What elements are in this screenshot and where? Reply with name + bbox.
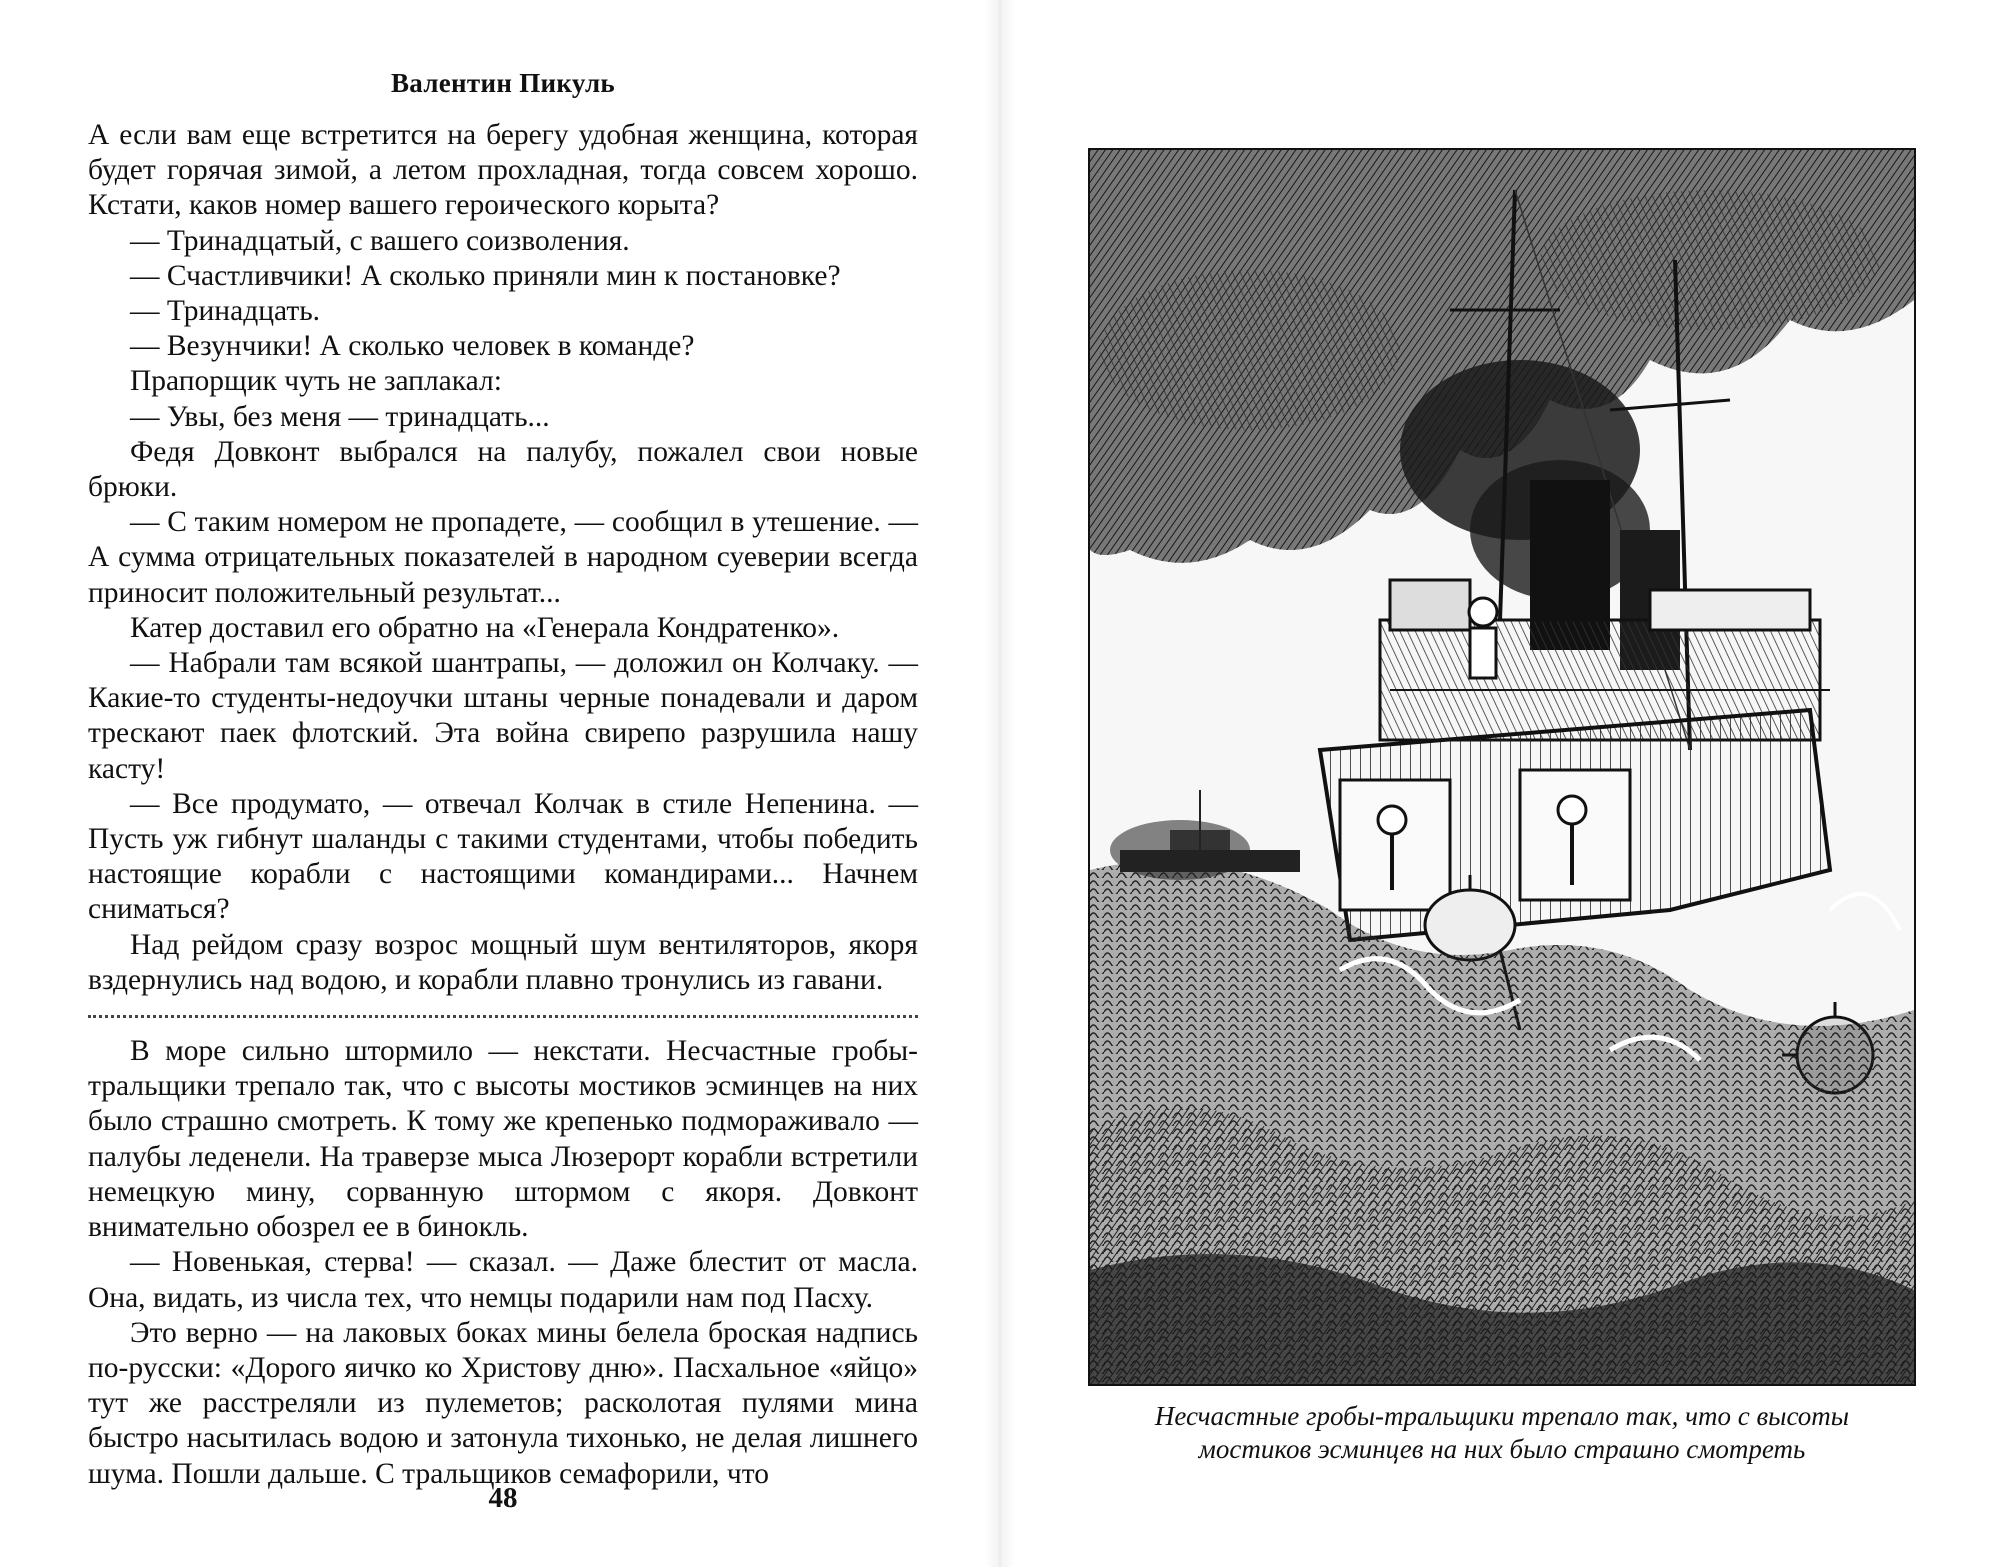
- paragraph: Прапорщик чуть не заплакал:: [130, 365, 502, 398]
- caption-line: Несчастные гробы-тральщики трепало так, что с высоты: [1154, 1401, 1850, 1431]
- paragraph: — Новенькая, стерва! — сказал. — Даже блестит от масла. Она, видать, из числа тех, что немцы подарили нам под Пасху.: [88, 1246, 918, 1314]
- paragraph: — Увы, без меня — тринадцать...: [130, 400, 550, 433]
- book-gutter: [985, 0, 1015, 1567]
- ship-in-storm-illustration: [1090, 150, 1914, 1384]
- right-page: [1015, 0, 2000, 1567]
- illustration: [1088, 148, 1916, 1386]
- paragraph: Над рейдом сразу возрос мощный шум вентиляторов, якоря вздернулись над водою, и корабли плавно тронулись из гавани.: [88, 928, 918, 996]
- page-number: 48: [488, 1482, 518, 1514]
- paragraph: — Набрали там всякой шантрапы, — доложил он Колчаку. — Какие-то студенты-недоучки штаны черные понадевали и даром трескают паек флотский. Эта война свирепо разрушила нашу касту!: [88, 647, 918, 785]
- text-block: [88, 118, 918, 1492]
- paragraph: — Тринадцать.: [130, 295, 321, 328]
- paragraph: — Везунчики! А сколько человек в команде?: [130, 330, 695, 363]
- illustration-caption: [1088, 1400, 1916, 1466]
- paragraph: Катер доставил его обратно на «Генерала Кондратенко».: [130, 611, 840, 644]
- paragraph: — Все продумато, — отвечал Колчак в стиле Непенина. — Пусть уж гибнут шаланды с такими студентами, чтобы победить настоящие корабли с настоящими командирами... Начнем сниматься?: [88, 787, 918, 926]
- paragraph: Это верно — на лаковых боках мины белела броская надпись по-русски: «Дорого яичко ко Христову дню». Пасхальное «яйцо» тут же расстреляли из пулеметов; расколотая пулями мина быстро насытилась водою и затонула тихонько, не делая лишнего шума. Пошли дальше. С тральщиков семафорили, что: [88, 1316, 918, 1490]
- paragraph: — Счастливчики! А сколько приняли мин к постановке?: [130, 259, 841, 292]
- running-head: Валентин Пикуль: [390, 68, 616, 98]
- paragraph: В море сильно штормило — некстати. Несчастные гробы-тральщики трепало так, что с высоты мостиков эсминцев на них было страшно смотреть. К тому же крепенько подмораживало — палубы леденели. На траверзе мыса Люзерорт корабли встретили немецкую мину, сорванную штормом с якоря. Довконт внимательно обозрел ее в бинокль.: [88, 1035, 918, 1244]
- section-separator: [88, 1015, 918, 1018]
- caption-line: мостиков эсминцев на них было страшно смотреть: [1198, 1434, 1806, 1464]
- paragraph: Федя Довконт выбрался на палубу, пожалел свои новые брюки.: [88, 435, 918, 504]
- left-page: [0, 0, 985, 1567]
- paragraph: А если вам еще встретится на берегу удобная женщина, которая будет горячая зимой, а летом прохладная, тогда совсем хорошо. Кстати, каков номер вашего героического корыта?: [88, 119, 918, 222]
- paragraph: — Тринадцатый, с вашего соизволения.: [130, 224, 630, 257]
- sailor-figure: [1469, 598, 1497, 678]
- paragraph: — С таким номером не пропадете, — сообщил в утешение. — А сумма отрицательных показателей в народном суеверии всегда приносит положительный результат...: [88, 506, 918, 609]
